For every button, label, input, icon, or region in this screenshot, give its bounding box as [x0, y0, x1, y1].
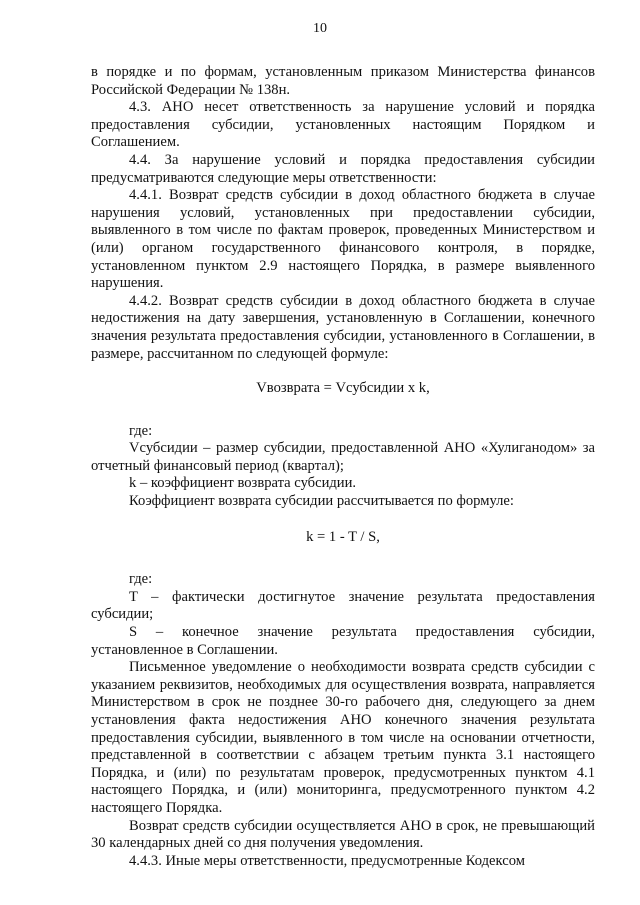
where-label-1: где:: [129, 422, 153, 439]
definition-t: T – фактически достигнутое значение результата предоставления субсидии;: [91, 588, 595, 623]
paragraph-continuation: в порядке и по формам, установленным приказом Министерства финансов Российской Федерации № 138н.: [91, 64, 595, 98]
paragraph-4-3: 4.3. АНО несет ответственность за нарушение условий и порядка предоставления субсидии, установленных настоящим Порядком и Соглашением.: [91, 99, 595, 151]
paragraph-notification: Письменное уведомление о необходимости возврата средств субсидии с указанием реквизитов, необходимых для осуществления возврата, направляется Министерством в срок не позднее 30-го рабочего дня, следующего за днем установления факта недостижения АНО конечного значения результата предоставления субсидии, выявленного в том числе на основании отчетности, представленной в соответствии с абзацем третьим пункта 3.1 настоящего Порядка, и (или) по результатам проверок, предусмотренных пунктом 4.1 настоящего Порядка, и (или) мониторинга, предусмотренного пунктом 4.2 настоящего Порядка.: [91, 659, 595, 816]
definition-v-subsidy: Vсубсидии – размер субсидии, предоставленной АНО «Хулиганодом» за отчетный финансовый период (квартал);: [91, 440, 595, 474]
formula-refund-amount: Vвозврата = Vсубсидии x k,: [256, 380, 430, 397]
paragraph-4-4-1: 4.4.1. Возврат средств субсидии в доход областного бюджета в случае нарушения условий, установленных при предоставлении субсидии, выявленного в том числе по фактам проверок, проведенных Министерством и (или) органом государственного финансового контроля, в порядке, установленном пунктом 2.9 настоящего Порядка, в размере выявленного нарушения.: [91, 187, 595, 292]
paragraph-4-4-2: 4.4.2. Возврат средств субсидии в доход областного бюджета в случае недостижения на дату завершения, установленную в Соглашении, конечного значения результата предоставления субсидии, установленного в Соглашении, в размере, рассчитанном по следующей формуле:: [91, 292, 595, 362]
paragraph-4-4-3: 4.4.3. Иные меры ответственности, предусмотренные Кодексом: [129, 852, 525, 869]
page-number: 10: [313, 21, 327, 36]
coefficient-intro: Коэффициент возврата субсидии рассчитывается по формуле:: [129, 493, 514, 510]
where-label-2: где:: [129, 571, 153, 588]
paragraph-refund-deadline: Возврат средств субсидии осуществляется АНО в срок, не превышающий 30 календарных дней со дня получения уведомления.: [91, 817, 595, 852]
definition-k: k – коэффициент возврата субсидии.: [129, 475, 357, 492]
document-body: [91, 64, 595, 870]
definition-s: S – конечное значение результата предоставления субсидии, установленное в Соглашении.: [91, 624, 595, 658]
formula-coefficient: k = 1 - T / S,: [306, 528, 380, 545]
paragraph-4-4: 4.4. За нарушение условий и порядка предоставления субсидии предусматриваются следующие меры ответственности:: [91, 151, 595, 186]
